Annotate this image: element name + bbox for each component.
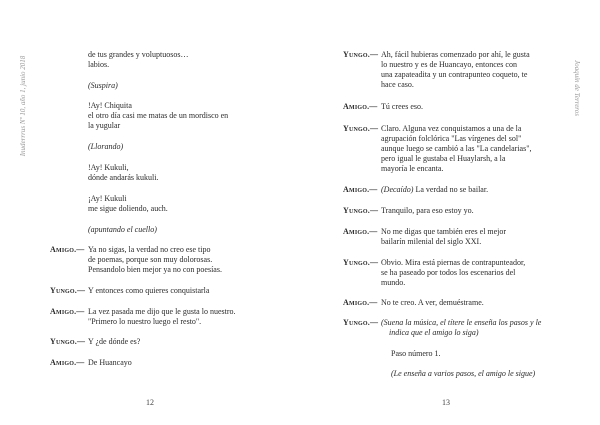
speech-yungo-6 bbox=[343, 258, 583, 287]
speaker-name: Yungo.— bbox=[343, 318, 379, 327]
left-running-head: Inuderrrus Nº 10, año 1, junio 2018 bbox=[19, 55, 27, 157]
speaker-name: Yungo.— bbox=[343, 50, 379, 59]
speaker-name: Amigo.— bbox=[343, 185, 378, 194]
speaker-name: Yungo.— bbox=[343, 124, 379, 133]
speech-yungo-7 bbox=[343, 318, 593, 337]
speech-amigo-6 bbox=[343, 227, 583, 246]
speech-line: La verdad no se bailar. bbox=[415, 185, 489, 194]
speech-amigo-5 bbox=[343, 185, 583, 195]
speech-amigo-7 bbox=[343, 298, 583, 308]
stage-direction-apuntando: (apuntando el cuello) bbox=[88, 225, 157, 234]
speech-line: La vez pasada me dijo que le gusta lo nuestro. bbox=[88, 307, 236, 316]
speech-line: bailarín milenial del siglo XXI. bbox=[381, 237, 482, 246]
speaker-name: Amigo.— bbox=[343, 102, 378, 111]
speech-line: de poemas, porque son muy dolorosas. bbox=[88, 255, 213, 264]
verse-line: dónde andarás kukuli. bbox=[88, 173, 159, 182]
speech-line: Y ¿de dónde es? bbox=[88, 337, 141, 346]
speaker-name: Yungo.— bbox=[50, 337, 86, 346]
speech-line: Pensandolo bien mejor ya no con poesías. bbox=[88, 265, 222, 274]
speaker-name: Yungo.— bbox=[343, 206, 379, 215]
stage-direction-suspira: (Suspira) bbox=[88, 81, 118, 90]
speaker-name: Amigo.— bbox=[50, 307, 85, 316]
stage-direction-final: (Le enseña a varios pasos, el amigo le sigue) bbox=[391, 369, 536, 378]
speech-line: Obvio. Mira está piernas de contrapunteador, bbox=[381, 258, 526, 267]
speech-line: una zapateadita y un contrapunteo coqueto, te bbox=[381, 70, 528, 79]
speech-amigo-1 bbox=[50, 245, 290, 274]
verse-block-4 bbox=[88, 194, 168, 214]
speech-line: aunque luego se cambió a las "La candelarias", bbox=[381, 144, 532, 153]
verse-line: de tus grandes y voluptuosos… bbox=[88, 50, 189, 59]
verse-block-3 bbox=[88, 163, 158, 183]
speech-line: mayoría le encanta. bbox=[381, 164, 444, 173]
verse-block-1 bbox=[88, 50, 188, 70]
speaker-name: Amigo.— bbox=[343, 227, 378, 236]
speech-line: "Primero lo nuestro luego el resto". bbox=[88, 317, 202, 326]
speech-line: No te creo. A ver, demuéstrame. bbox=[381, 298, 484, 307]
verse-line: me sigue doliendo, auch. bbox=[88, 204, 168, 213]
verse-line: ¡Ay! Kukuli bbox=[88, 194, 127, 203]
speech-line: se ha paseado por todos los escenarios del bbox=[381, 268, 516, 277]
verse-line: !Ay! Kukuli, bbox=[88, 163, 129, 172]
verse-line: !Ay! Chiquita bbox=[88, 101, 132, 110]
speech-amigo-4 bbox=[343, 102, 583, 112]
speech-line: agrupación folclórica "Las vírgenes del sol" bbox=[381, 134, 522, 143]
speech-line: Claro. Alguna vez conquistamos a una de la bbox=[381, 124, 522, 133]
speech-line: hace caso. bbox=[381, 80, 414, 89]
speech-line: Ya no sigas, la verdad no creo ese tipo bbox=[88, 245, 211, 254]
paso-line: Paso número 1. bbox=[391, 349, 441, 358]
speech-yungo-1 bbox=[50, 286, 290, 296]
speech-line: Ah, fácil hubieras comenzado por ahí, le gusta bbox=[381, 50, 530, 59]
speech-yungo-5 bbox=[343, 206, 583, 216]
verse-block-2 bbox=[88, 101, 228, 131]
page-number-right: 13 bbox=[442, 398, 450, 407]
speaker-name: Yungo.— bbox=[50, 286, 86, 295]
stage-direction-decaido: (Decaído) bbox=[381, 185, 414, 194]
speech-line: lo nuestro y es de Huancayo, entonces con bbox=[381, 60, 517, 69]
speech-line: Y entonces como quieres conquistarla bbox=[88, 286, 210, 295]
verse-line: el otro día casi me matas de un mordisco en bbox=[88, 111, 229, 120]
speech-amigo-2 bbox=[50, 307, 290, 326]
speech-amigo-3 bbox=[50, 358, 290, 368]
speech-line: Tranquilo, para eso estoy yo. bbox=[381, 206, 474, 215]
stage-direction-line: (Suena la música, el títere le enseña los pasos y le bbox=[381, 318, 542, 327]
verse-line: la yugular bbox=[88, 121, 121, 130]
speech-yungo-2 bbox=[50, 337, 290, 347]
speaker-name: Yungo.— bbox=[343, 258, 379, 267]
page-number-left: 12 bbox=[146, 398, 154, 407]
verse-line: labios. bbox=[88, 60, 110, 69]
speech-line: De Huancayo bbox=[88, 358, 132, 367]
speaker-name: Amigo.— bbox=[50, 358, 85, 367]
speech-yungo-4 bbox=[343, 124, 583, 173]
speech-line: Tú crees eso. bbox=[381, 102, 423, 111]
speaker-name: Amigo.— bbox=[343, 298, 378, 307]
right-running-head: Joaquín de Terreros bbox=[573, 60, 581, 116]
speech-line: No me digas que también eres el mejor bbox=[381, 227, 507, 236]
stage-direction-line: indica que el amigo lo siga) bbox=[389, 328, 479, 337]
right-page bbox=[300, 0, 600, 425]
stage-direction-llorando: (Llorando) bbox=[88, 142, 124, 151]
speech-line: pero igual le gustaba el Huaylarsh, a la bbox=[381, 154, 506, 163]
speaker-name: Amigo.— bbox=[50, 245, 85, 254]
speech-line: mundo. bbox=[381, 278, 406, 287]
